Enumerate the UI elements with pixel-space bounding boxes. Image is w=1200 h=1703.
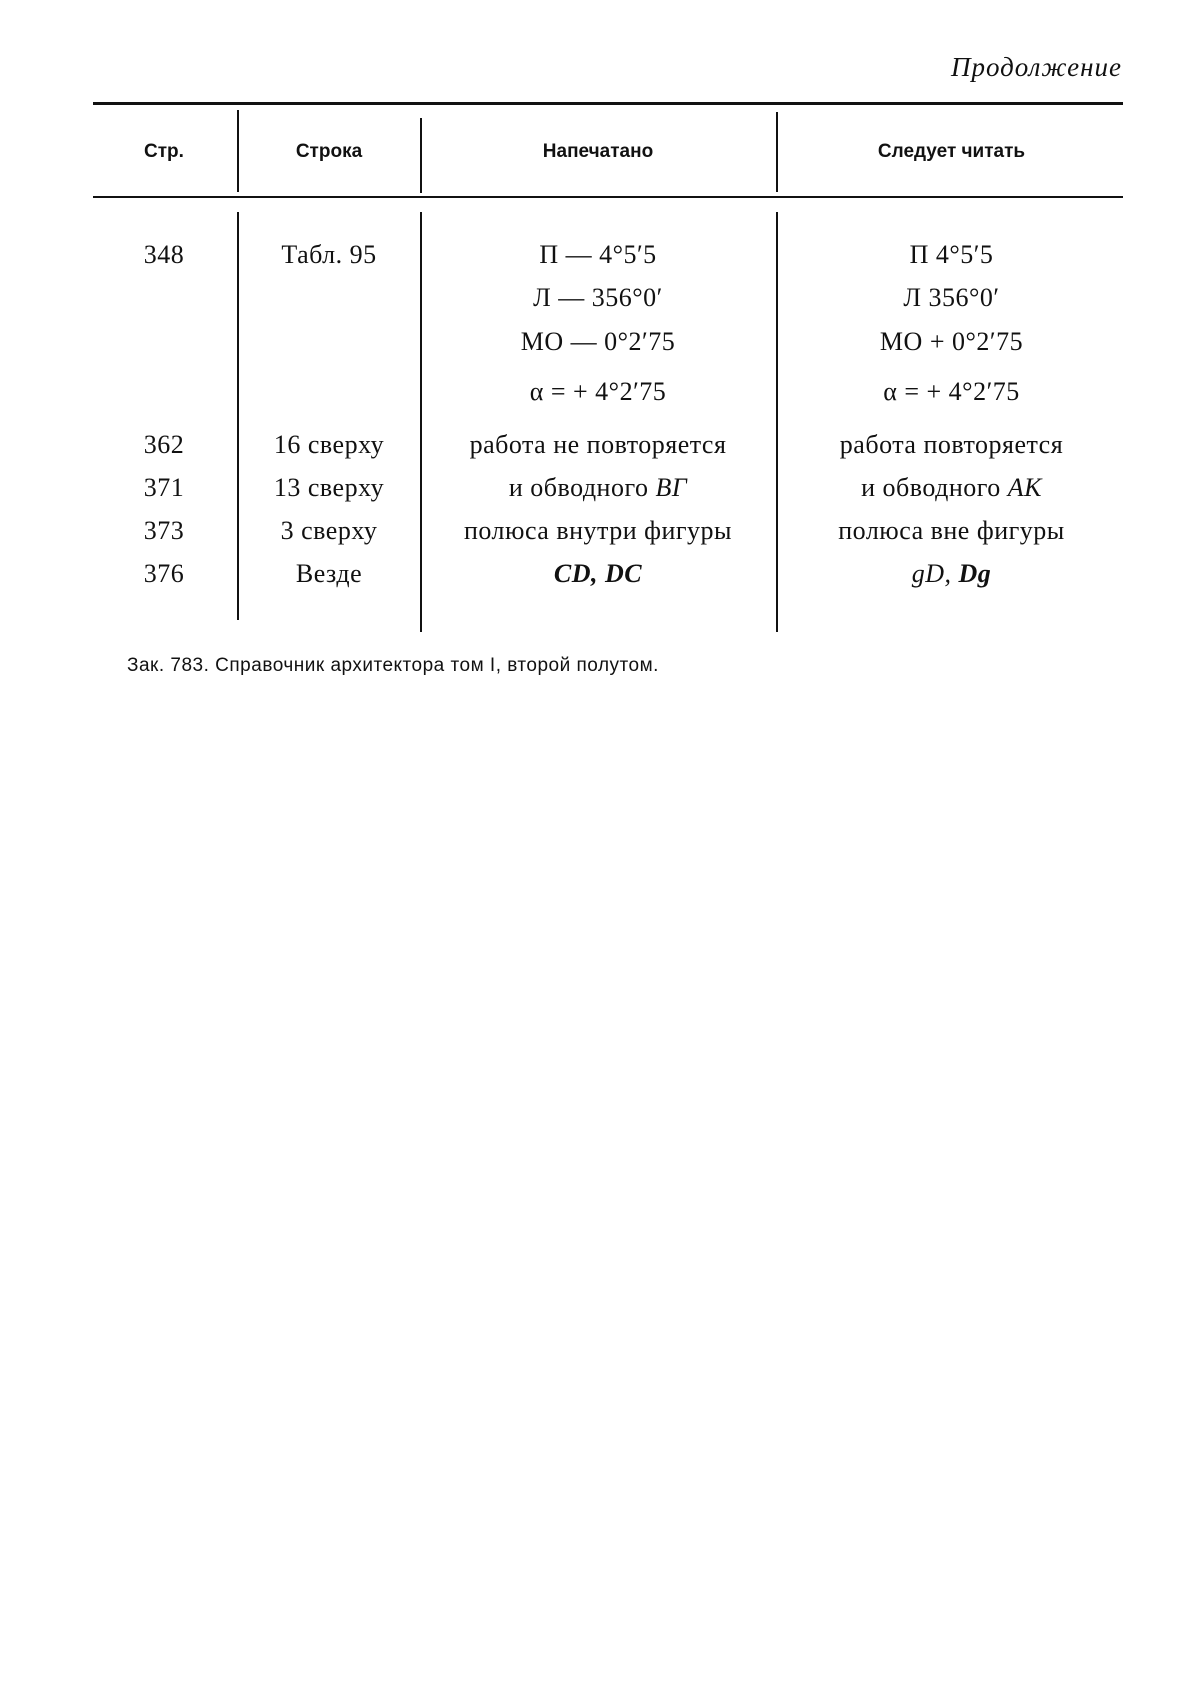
cell-printed: работа не повторяется	[469, 430, 727, 459]
cell-correct-part: gD,	[911, 559, 952, 588]
cell-printed: Л — 356°0′	[533, 283, 663, 312]
column-divider	[776, 212, 778, 632]
cell-printed	[422, 473, 774, 503]
cell-printed: полюса внутри фигуры	[463, 516, 733, 545]
cell-page: 371	[143, 473, 185, 502]
cell-printed-text: и обводного	[508, 473, 649, 502]
cell-correct: работа повторяется	[839, 430, 1064, 459]
header-correct: Следует читать	[877, 141, 1026, 162]
cell-line: 16 сверху	[273, 430, 385, 459]
column-divider	[237, 110, 239, 192]
cell-correct: Л 356°0′	[903, 283, 1000, 312]
cell-line: Везде	[295, 559, 363, 588]
cell-correct: α = + 4°2′75	[883, 377, 1020, 406]
cell-correct: полюса вне фигуры	[838, 516, 1065, 545]
table-header-rule	[93, 196, 1123, 198]
column-divider	[237, 212, 239, 620]
cell-printed: α = + 4°2′75	[529, 377, 667, 406]
cell-correct: МО + 0°2′75	[879, 327, 1024, 356]
cell-correct-text: и обводного	[861, 473, 1001, 502]
cell-correct: П 4°5′5	[909, 240, 994, 269]
header-page: Стр.	[144, 141, 184, 162]
cell-printed-emphasis: ВГ	[655, 473, 688, 502]
cell-printed: П — 4°5′5	[539, 240, 657, 269]
cell-printed: CD, DC	[553, 559, 643, 588]
cell-correct	[780, 559, 1123, 589]
cell-correct	[780, 473, 1123, 503]
header-line: Строка	[295, 141, 363, 162]
cell-page: 348	[143, 240, 185, 269]
cell-page: 376	[143, 559, 185, 588]
cell-correct-part: Dg	[958, 559, 992, 588]
header-printed: Напечатано	[542, 141, 654, 162]
cell-line: 3 сверху	[280, 516, 378, 545]
column-divider	[776, 112, 778, 192]
continuation-label: Продолжение	[950, 52, 1122, 82]
cell-correct-emphasis: АК	[1007, 473, 1042, 502]
table-top-rule	[93, 102, 1123, 105]
cell-page: 362	[143, 430, 185, 459]
cell-printed: МО — 0°2′75	[520, 327, 676, 356]
cell-page: 373	[143, 516, 185, 545]
printer-footer: Зак. 783. Справочник архитектора том I, второй полутом.	[127, 655, 659, 676]
cell-line: Табл. 95	[281, 240, 377, 269]
cell-line: 13 сверху	[273, 473, 385, 502]
